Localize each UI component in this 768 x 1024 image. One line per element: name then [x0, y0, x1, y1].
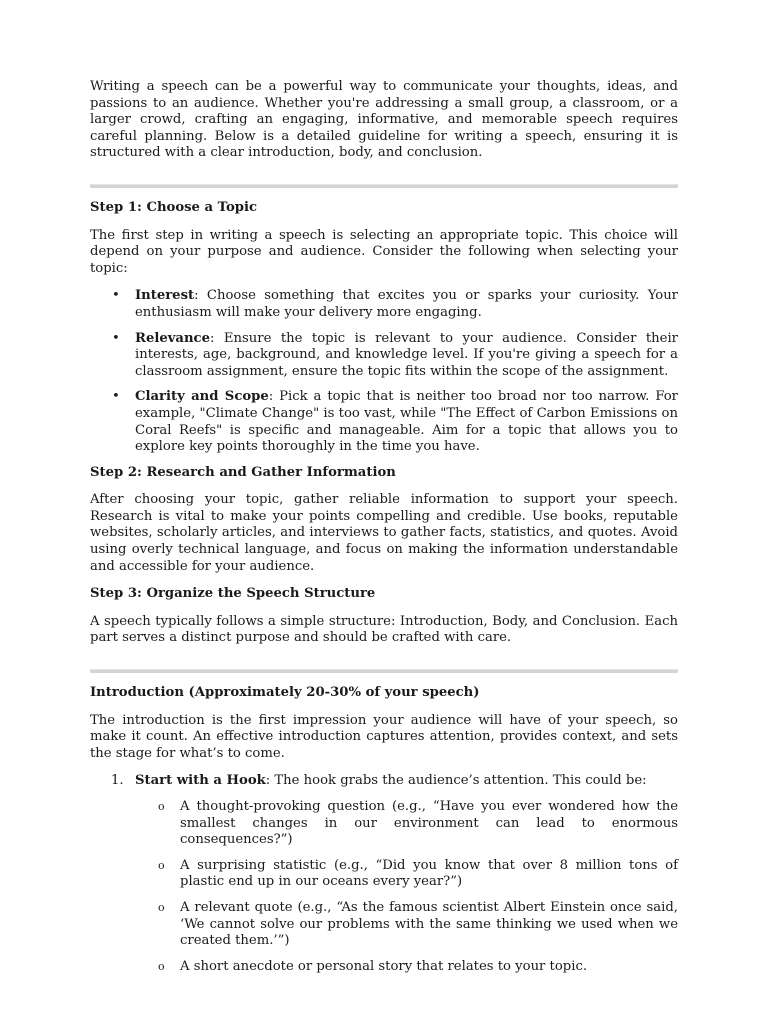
list-item — [90, 331, 678, 381]
step1-heading: Step 1: Choose a Topic — [90, 199, 258, 215]
intro-paragraph: Writing a speech can be a powerful way to communicate your thoughts, ideas, and passions to an audience. Whether you're addressing a small group, a classroom, or a larger crowd, crafting an engaging, informative, and memorable speech requires careful planning. Below is a detailed guideline for writing a speech, ensuring it is structured with a clear introduction, body, and conclusion. — [90, 79, 678, 161]
list-item — [90, 858, 678, 891]
step3-heading: Step 3: Organize the Speech Structure — [90, 586, 376, 602]
list-item — [90, 959, 678, 976]
sub-item-text: A short anecdote or personal story that relates to your topic. — [180, 958, 588, 974]
item-term: Start with a Hook — [135, 773, 266, 789]
hook-examples-list — [90, 799, 678, 975]
circle-bullet-icon: o — [158, 858, 165, 872]
item-text: : The hook grabs the audience’s attention. This could be: — [265, 773, 647, 789]
bullet-text: : Pick a topic that is neither too broad nor too narrow. For example, "Climate Change" is too vast, while "The Effect of Carbon Emissions on Coral Reefs" is specific and manageable. Aim for a topic that allows you to explore key points thoroughly in the time you have. — [135, 389, 678, 455]
sub-item-text: A surprising statistic (e.g., “Did you know that over 8 million tons of plastic end up in our oceans every year?”) — [180, 857, 678, 890]
circle-bullet-icon: o — [158, 900, 165, 914]
bullet-text: : Choose something that excites you or sparks your curiosity. Your enthusiasm will make your delivery more engaging. — [135, 288, 678, 320]
section-divider — [90, 184, 678, 188]
sub-item-text: A thought-provoking question (e.g., “Have you ever wondered how the smallest changes in our environment can lead to enormous consequences?”) — [180, 799, 678, 848]
circle-bullet-icon: o — [158, 800, 165, 813]
topic-criteria-list — [90, 288, 678, 455]
list-item — [90, 288, 678, 321]
bullet-term: Interest — [135, 288, 195, 304]
bullet-term: Relevance — [135, 330, 210, 346]
list-number: 1. — [111, 773, 124, 789]
bullet-term: Clarity and Scope — [135, 389, 269, 405]
list-item — [90, 900, 678, 950]
bullet-icon: • — [112, 288, 120, 304]
section-divider — [90, 669, 678, 673]
introduction-steps-list — [90, 773, 678, 790]
list-item — [90, 773, 678, 790]
step1-paragraph: The first step in writing a speech is selecting an appropriate topic. This choice will depend on your purpose and audience. Consider the following when selecting your topic: — [90, 227, 678, 276]
list-item — [90, 389, 678, 455]
bullet-icon: • — [112, 330, 120, 346]
document-content — [90, 79, 678, 984]
bullet-text: : Ensure the topic is relevant to your audience. Consider their interests, age, background, and knowledge level. If you're giving a speech for a classroom assignment, ensure the topic fits within the scope of the assignment. — [135, 330, 678, 379]
circle-bullet-icon: o — [158, 959, 165, 973]
introduction-paragraph: The introduction is the first impression your audience will have of your speech, so make it count. An effective introduction captures attention, provides context, and sets the stage for what’s to come. — [90, 712, 678, 761]
step2-paragraph: After choosing your topic, gather reliable information to support your speech. Research is vital to make your points compelling and credible. Use books, reputable websites, scholarly articles, and interviews to gather facts, statistics, and quotes. Avoid using overly technical language, and focus on making the information understandable and accessible for your audience. — [90, 492, 678, 574]
bullet-icon: • — [112, 389, 120, 405]
introduction-heading: Introduction (Approximately 20-30% of your speech) — [90, 685, 480, 701]
sub-item-text: A relevant quote (e.g., “As the famous scientist Albert Einstein once said, ‘We cannot solve our problems with the same thinking we used when we created them.’”) — [180, 899, 678, 949]
list-item — [90, 799, 678, 849]
step3-paragraph: A speech typically follows a simple structure: Introduction, Body, and Conclusion. Each part serves a distinct purpose and should be crafted with care. — [90, 613, 678, 646]
step2-heading: Step 2: Research and Gather Information — [90, 464, 396, 480]
